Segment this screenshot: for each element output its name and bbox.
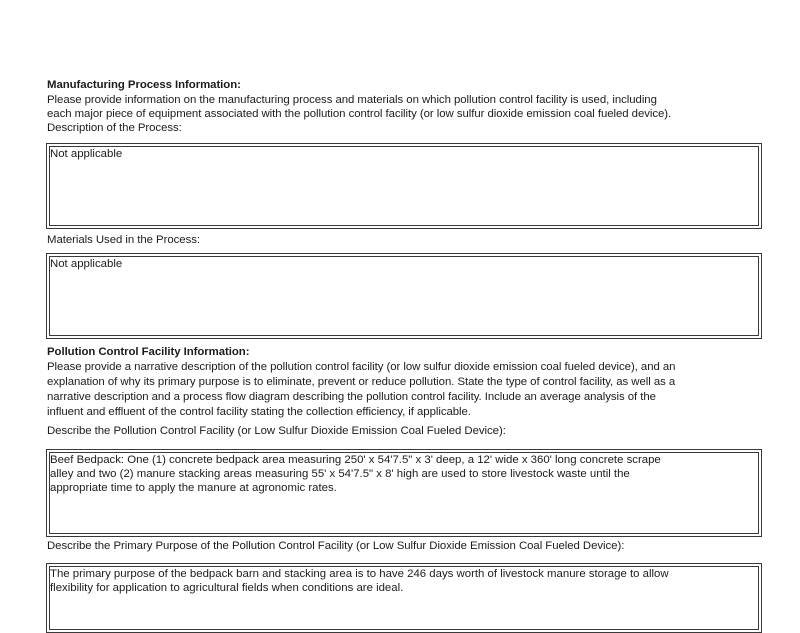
- materials-label: Materials Used in the Process:: [47, 234, 200, 246]
- process-description-value: Not applicable: [50, 148, 123, 160]
- manufacturing-intro-line-2: each major piece of equipment associated with the pollution control facility (or low sulfur dioxide emission coal fueled device).: [47, 108, 672, 120]
- primary-purpose-value: The primary purpose of the bedpack barn and stacking area is to have 246 days worth of livestock manure storage to allow flexibility for application to agricultural fields when conditions are ideal.: [50, 568, 669, 595]
- primary-purpose-label: Describe the Primary Purpose of the Pollution Control Facility (or Low Sulfur Dioxide Emission Coal Fueled Device):: [47, 540, 625, 552]
- primary-purpose-field[interactable]: [46, 563, 762, 633]
- pollution-intro-line-2: explanation of why its primary purpose is to eliminate, prevent or reduce pollution. State the type of control facility, as well as a: [47, 376, 676, 388]
- pollution-control-heading: Pollution Control Facility Information:: [47, 346, 250, 358]
- describe-facility-label: Describe the Pollution Control Facility (or Low Sulfur Dioxide Emission Coal Fueled Device):: [47, 425, 506, 437]
- pollution-intro-line-1: Please provide a narrative description of the pollution control facility (or low sulfur dioxide emission coal fueled device), and an: [47, 361, 676, 373]
- describe-facility-field[interactable]: [46, 449, 762, 537]
- manufacturing-intro-line-1: Please provide information on the manufacturing process and materials on which pollution control facility is used, including: [47, 94, 657, 106]
- pollution-intro-line-3: narrative description and a process flow diagram describing the pollution control facility. Include an average analysis of the: [47, 391, 656, 403]
- describe-facility-value: Beef Bedpack: One (1) concrete bedpack area measuring 250' x 54'7.5" x 3' deep, a 12' wide x 360' long concrete scrape alley and two (2) manure stacking areas measuring 55' x 54'7.5" x 8' high are used to store livestock waste until the appropriate time to apply the manure at agronomic rates.: [50, 454, 661, 495]
- process-description-field[interactable]: [46, 143, 762, 229]
- process-description-label: Description of the Process:: [47, 122, 182, 134]
- materials-field[interactable]: [46, 253, 762, 339]
- manufacturing-heading: Manufacturing Process Information:: [47, 79, 241, 91]
- materials-value: Not applicable: [50, 258, 123, 270]
- pollution-intro-line-4: influent and effluent of the control facility stating the collection efficiency, if applicable.: [47, 406, 471, 418]
